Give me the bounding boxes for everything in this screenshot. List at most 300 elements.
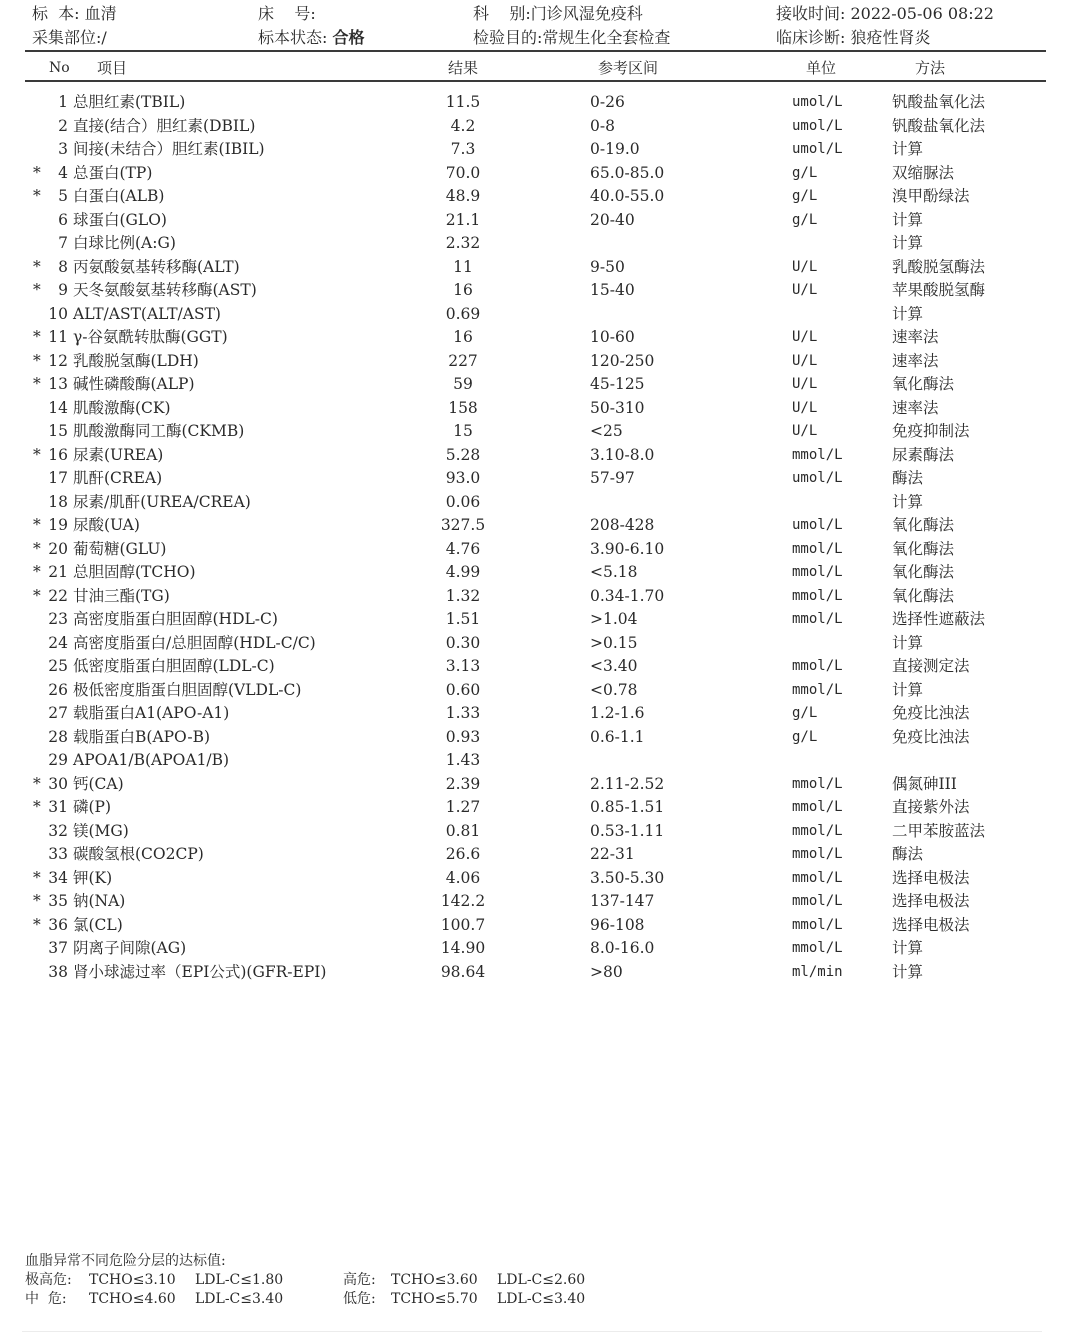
row-number: 27	[48, 704, 68, 722]
unit: g/L	[792, 188, 818, 204]
test-name: 葡萄糖(GLU)	[73, 539, 167, 558]
reference-range: <3.40	[590, 657, 638, 675]
bed-label: 床 号:	[258, 4, 316, 23]
test-name: 肌酸激酶同工酶(CKMB)	[73, 422, 245, 440]
reference-range: >80	[590, 962, 623, 981]
test-name: 总胆红素(TBIL)	[73, 93, 186, 111]
diagnosis-value: 狼疮性肾炎	[850, 28, 931, 47]
table-row	[0, 233, 1080, 257]
table-row	[0, 844, 1080, 868]
reference-range: 120-250	[590, 351, 655, 370]
test-result: 0.60	[445, 680, 481, 699]
row-number: 16	[48, 445, 68, 464]
unit: umol/L	[792, 517, 843, 533]
table-row	[0, 915, 1080, 939]
method: 钒酸盐氧化法	[892, 93, 986, 111]
test-name: 总蛋白(TP)	[73, 163, 153, 182]
test-result: 1.27	[445, 798, 481, 816]
test-result: 98.64	[440, 962, 486, 981]
reference-range: 0.6-1.1	[590, 727, 645, 746]
method: 免疫比浊法	[892, 727, 970, 746]
test-result: 1.33	[445, 704, 481, 722]
moderate-label: 中 危:	[25, 1291, 67, 1307]
high-ldl: LDL-C≤2.60	[497, 1272, 586, 1288]
reference-range: 0.34-1.70	[590, 586, 665, 605]
row-number: 17	[48, 469, 68, 487]
method: 酶法	[892, 469, 924, 487]
low-tcho: TCHO≤5.70	[391, 1291, 478, 1307]
column-header-result: 结果	[448, 59, 479, 77]
test-result: 4.2	[450, 116, 476, 135]
unit: U/L	[792, 376, 818, 392]
test-result: 14.90	[440, 939, 486, 957]
table-row	[0, 703, 1080, 727]
receive-time-label: 接收时间:	[776, 4, 846, 23]
row-number: 23	[48, 610, 68, 628]
test-result: 59	[453, 375, 473, 393]
unit: mmol/L	[792, 799, 843, 815]
table-row	[0, 374, 1080, 398]
test-result: 4.99	[445, 563, 481, 581]
method: 直接测定法	[892, 657, 970, 675]
unit: g/L	[792, 728, 818, 745]
row-number: 4	[58, 163, 68, 182]
unit: U/L	[792, 423, 818, 439]
results-table	[0, 92, 1080, 985]
test-name: 低密度脂蛋白胆固醇(LDL-C)	[73, 657, 275, 675]
reference-range: 0.85-1.51	[590, 798, 665, 816]
unit: umol/L	[792, 141, 843, 157]
row-number: 32	[48, 821, 68, 840]
method: 计算	[892, 492, 924, 511]
test-name: 钾(K)	[73, 868, 113, 887]
specimen-label: 标 本:	[32, 4, 80, 23]
table-row	[0, 938, 1080, 962]
test-result: 227	[448, 351, 478, 370]
test-name: 肾小球滤过率（EPI公式)(GFR-EPI)	[73, 962, 327, 981]
column-header-divider	[25, 80, 1046, 82]
test-result: 7.3	[450, 140, 476, 158]
unit: g/L	[792, 705, 818, 721]
method: 偶氮砷III	[892, 774, 957, 793]
method: 选择电极法	[892, 892, 970, 910]
row-number: 31	[48, 798, 68, 816]
method: 选择电极法	[892, 868, 970, 887]
page-bottom-divider	[22, 1331, 1042, 1332]
method: 溴甲酚绿法	[892, 187, 970, 205]
low-label: 低危:	[343, 1291, 376, 1307]
test-purpose-label: 检验目的:	[473, 28, 543, 47]
table-row	[0, 327, 1080, 351]
test-name: 钙(CA)	[73, 774, 124, 793]
test-result: 1.51	[445, 610, 481, 628]
reference-range: 22-31	[590, 845, 635, 863]
table-row	[0, 92, 1080, 116]
reference-range: 1.2-1.6	[590, 704, 645, 722]
abnormal-flag: *	[33, 375, 41, 393]
test-result: 11.5	[445, 93, 481, 111]
abnormal-flag: *	[33, 257, 41, 276]
test-result: 0.69	[445, 304, 481, 323]
unit: U/L	[792, 258, 818, 275]
test-result: 327.5	[440, 516, 486, 534]
row-number: 25	[48, 657, 68, 675]
method: 氧化酶法	[892, 516, 955, 534]
row-number: 9	[58, 281, 68, 299]
row-number: 24	[48, 633, 68, 652]
header-diagnosis	[776, 28, 931, 48]
header-divider	[25, 50, 1046, 52]
reference-range: <5.18	[590, 563, 638, 581]
row-number: 36	[48, 915, 68, 934]
collection-site-value: /	[101, 28, 107, 47]
method: 速率法	[892, 351, 939, 370]
test-name: 载脂蛋白A1(APO-A1)	[73, 704, 230, 722]
test-name: 碱性磷酸酶(ALP)	[73, 375, 195, 393]
reference-range: >1.04	[590, 610, 638, 628]
method: 氧化酶法	[892, 539, 955, 558]
test-result: 0.81	[445, 821, 481, 840]
table-row	[0, 797, 1080, 821]
test-name: 碳酸氢根(CO2CP)	[73, 845, 204, 863]
test-name: 天冬氨酸氨基转移酶(AST)	[73, 281, 257, 299]
method: 氧化酶法	[892, 375, 955, 393]
receive-time-value: 2022-05-06 08:22	[850, 4, 994, 23]
test-result: 11	[453, 257, 473, 276]
column-header-reference: 参考区间	[598, 59, 659, 77]
test-name: 直接(结合）胆红素(DBIL)	[73, 116, 256, 135]
test-result: 15	[453, 422, 473, 440]
test-result: 4.06	[445, 868, 481, 887]
unit: mmol/L	[792, 611, 843, 627]
reference-range: 45-125	[590, 375, 645, 393]
abnormal-flag: *	[33, 351, 41, 370]
test-name: 甘油三酯(TG)	[73, 586, 170, 605]
row-number: 19	[48, 516, 68, 534]
method: 计算	[892, 633, 924, 652]
reference-range: 3.90-6.10	[590, 539, 665, 558]
abnormal-flag: *	[33, 187, 41, 205]
reference-range: 9-50	[590, 257, 625, 276]
abnormal-flag: *	[33, 539, 41, 558]
method: 尿素酶法	[892, 445, 955, 464]
row-number: 18	[48, 492, 68, 511]
test-name: 高密度脂蛋白/总胆固醇(HDL-C/C)	[73, 633, 316, 652]
method: 选择性遮蔽法	[892, 610, 986, 628]
header-specimen	[32, 4, 117, 24]
unit: umol/L	[792, 470, 843, 486]
method: 免疫比浊法	[892, 704, 970, 722]
moderate-ldl: LDL-C≤3.40	[195, 1291, 284, 1307]
row-number: 15	[48, 422, 68, 440]
reference-range: 0-19.0	[590, 140, 640, 158]
test-name: 白蛋白(ALB)	[73, 187, 165, 205]
table-row	[0, 445, 1080, 469]
unit: ml/min	[792, 963, 843, 980]
table-row	[0, 163, 1080, 187]
table-row	[0, 280, 1080, 304]
abnormal-flag: *	[33, 586, 41, 605]
abnormal-flag: *	[33, 516, 41, 534]
test-name: 高密度脂蛋白胆固醇(HDL-C)	[73, 610, 278, 628]
table-row	[0, 304, 1080, 328]
method: 二甲苯胺蓝法	[892, 821, 986, 840]
table-row	[0, 398, 1080, 422]
test-name: 白球比例(A:G)	[73, 234, 176, 252]
row-number: 26	[48, 680, 68, 699]
abnormal-flag: *	[33, 915, 41, 934]
header-test-purpose	[473, 28, 670, 48]
method: 速率法	[892, 398, 939, 417]
abnormal-flag: *	[33, 774, 41, 793]
method: 计算	[892, 304, 924, 323]
reference-range: 50-310	[590, 398, 645, 417]
row-number: 3	[58, 140, 68, 158]
row-number: 35	[48, 892, 68, 910]
very-high-ldl: LDL-C≤1.80	[195, 1272, 284, 1288]
method: 速率法	[892, 328, 939, 346]
method: 计算	[892, 939, 924, 957]
reference-range: 0.53-1.11	[590, 821, 665, 840]
unit: U/L	[792, 352, 818, 369]
method: 直接紫外法	[892, 798, 970, 816]
unit: mmol/L	[792, 564, 843, 580]
very-high-label: 极高危:	[25, 1272, 72, 1288]
reference-range: 65.0-85.0	[590, 163, 665, 182]
test-name: 球蛋白(GLO)	[73, 210, 167, 229]
reference-range: 57-97	[590, 469, 635, 487]
row-number: 38	[48, 962, 68, 981]
test-name: 镁(MG)	[73, 821, 129, 840]
test-result: 0.93	[445, 727, 481, 746]
method: 免疫抑制法	[892, 422, 970, 440]
row-number: 10	[48, 304, 68, 323]
test-result: 1.43	[445, 751, 481, 769]
unit: mmol/L	[792, 658, 843, 674]
table-row	[0, 750, 1080, 774]
table-row	[0, 186, 1080, 210]
test-name: 间接(未结合）胆红素(IBIL)	[73, 140, 265, 158]
table-row	[0, 656, 1080, 680]
test-name: 尿素/肌酐(UREA/CREA)	[73, 492, 251, 511]
method: 计算	[892, 234, 924, 252]
method: 苹果酸脱氢酶	[892, 281, 986, 299]
column-header-item: 项目	[97, 59, 128, 77]
row-number: 12	[48, 351, 68, 370]
row-number: 30	[48, 774, 68, 793]
row-number: 5	[58, 187, 68, 205]
method: 氧化酶法	[892, 586, 955, 605]
method: 双缩脲法	[892, 163, 955, 182]
test-result: 70.0	[445, 163, 481, 182]
row-number: 34	[48, 868, 68, 887]
low-ldl: LDL-C≤3.40	[497, 1291, 586, 1307]
method: 计算	[892, 962, 924, 981]
row-number: 14	[48, 398, 68, 417]
reference-range: 3.10-8.0	[590, 445, 655, 464]
unit: U/L	[792, 329, 818, 345]
method: 计算	[892, 680, 924, 699]
unit: umol/L	[792, 117, 843, 134]
table-row	[0, 116, 1080, 140]
specimen-value: 血清	[84, 4, 117, 23]
header-receive-time	[776, 4, 994, 24]
test-name: 钠(NA)	[73, 892, 126, 910]
unit: U/L	[792, 282, 818, 298]
header-bed	[258, 4, 316, 24]
reference-range: 208-428	[590, 516, 655, 534]
lipid-target-very-high	[25, 1271, 645, 1290]
row-number: 2	[58, 116, 68, 135]
test-result: 4.76	[445, 539, 481, 558]
unit: mmol/L	[792, 775, 843, 792]
table-row	[0, 210, 1080, 234]
column-header-method: 方法	[915, 59, 946, 77]
abnormal-flag: *	[33, 563, 41, 581]
method: 计算	[892, 140, 924, 158]
reference-range: 0-8	[590, 116, 615, 135]
reference-range: 8.0-16.0	[590, 939, 655, 957]
table-row	[0, 586, 1080, 610]
test-result: 100.7	[440, 915, 486, 934]
test-name: 磷(P)	[73, 798, 112, 816]
table-row	[0, 257, 1080, 281]
abnormal-flag: *	[33, 163, 41, 182]
test-name: 尿素(UREA)	[73, 445, 164, 464]
test-name: 极低密度脂蛋白胆固醇(VLDL-C)	[73, 680, 302, 699]
reference-range: <25	[590, 422, 623, 440]
method: 选择电极法	[892, 915, 970, 934]
test-result: 26.6	[445, 845, 481, 863]
method: 酶法	[892, 845, 924, 863]
reference-range: 96-108	[590, 915, 645, 934]
abnormal-flag: *	[33, 868, 41, 887]
test-name: APOA1/B(APOA1/B)	[73, 751, 230, 769]
test-result: 3.13	[445, 657, 481, 675]
test-purpose-value: 常规生化全套检查	[542, 28, 671, 47]
test-result: 142.2	[440, 892, 486, 910]
lipid-target-moderate	[25, 1290, 645, 1309]
test-name: 肌酐(CREA)	[73, 469, 163, 487]
reference-range: <0.78	[590, 680, 638, 699]
department-value: 门诊风湿免疫科	[530, 4, 643, 23]
test-result: 1.32	[445, 586, 481, 605]
test-name: 氯(CL)	[73, 915, 123, 934]
test-name: 总胆固醇(TCHO)	[73, 563, 196, 581]
moderate-tcho: TCHO≤4.60	[89, 1291, 176, 1307]
high-tcho: TCHO≤3.60	[391, 1272, 478, 1288]
reference-range: 15-40	[590, 281, 635, 299]
unit: mmol/L	[792, 940, 843, 956]
test-name: 阴离子间隙(AG)	[73, 939, 187, 957]
row-number: 20	[48, 539, 68, 558]
unit: mmol/L	[792, 846, 843, 862]
method: 乳酸脱氢酶法	[892, 257, 986, 276]
test-result: 2.32	[445, 234, 481, 252]
table-row	[0, 351, 1080, 375]
reference-range: 40.0-55.0	[590, 187, 665, 205]
table-row	[0, 421, 1080, 445]
test-name: 乳酸脱氢酶(LDH)	[73, 351, 199, 370]
test-name: 丙氨酸氨基转移酶(ALT)	[73, 257, 240, 276]
row-number: 7	[58, 234, 68, 252]
table-row	[0, 774, 1080, 798]
reference-range: 137-147	[590, 892, 655, 910]
header-department	[473, 4, 643, 24]
test-name: 肌酸激酶(CK)	[73, 398, 171, 417]
row-number: 13	[48, 375, 68, 393]
department-label: 科 别:	[473, 4, 531, 23]
table-row	[0, 539, 1080, 563]
high-label: 高危:	[343, 1272, 376, 1288]
abnormal-flag: *	[33, 445, 41, 464]
test-result: 2.39	[445, 774, 481, 793]
test-result: 21.1	[445, 210, 481, 229]
test-result: 48.9	[445, 187, 481, 205]
table-row	[0, 609, 1080, 633]
specimen-status-value: 合格	[332, 28, 365, 47]
reference-range: 2.11-2.52	[590, 774, 665, 793]
row-number: 33	[48, 845, 68, 863]
row-number: 1	[58, 93, 68, 111]
row-number: 8	[58, 257, 68, 276]
test-result: 0.06	[445, 492, 481, 511]
table-row	[0, 562, 1080, 586]
unit: mmol/L	[792, 540, 843, 557]
method: 氧化酶法	[892, 563, 955, 581]
column-header-no: No	[49, 60, 70, 76]
table-row	[0, 680, 1080, 704]
row-number: 28	[48, 727, 68, 746]
unit: mmol/L	[792, 869, 843, 886]
row-number: 37	[48, 939, 68, 957]
unit: g/L	[792, 211, 818, 228]
column-header-unit: 单位	[806, 59, 837, 77]
unit: mmol/L	[792, 446, 843, 463]
table-row	[0, 492, 1080, 516]
test-result: 158	[448, 398, 478, 417]
row-number: 11	[48, 328, 68, 346]
unit: g/L	[792, 164, 818, 181]
reference-range: 3.50-5.30	[590, 868, 665, 887]
unit: U/L	[792, 399, 818, 416]
collection-site-label: 采集部位:	[32, 28, 102, 47]
table-row	[0, 468, 1080, 492]
abnormal-flag: *	[33, 892, 41, 910]
table-row	[0, 821, 1080, 845]
unit: mmol/L	[792, 681, 843, 698]
reference-range: 0-26	[590, 93, 625, 111]
abnormal-flag: *	[33, 281, 41, 299]
test-name: 尿酸(UA)	[73, 516, 140, 534]
header-specimen-status	[258, 28, 365, 48]
test-result: 16	[453, 281, 473, 299]
test-name: 载脂蛋白B(APO-B)	[73, 727, 211, 746]
reference-range: 20-40	[590, 210, 635, 229]
table-row	[0, 727, 1080, 751]
table-row	[0, 868, 1080, 892]
test-result: 16	[453, 328, 473, 346]
abnormal-flag: *	[33, 798, 41, 816]
diagnosis-label: 临床诊断:	[776, 28, 846, 47]
method: 钒酸盐氧化法	[892, 116, 986, 135]
table-row	[0, 515, 1080, 539]
abnormal-flag: *	[33, 328, 41, 346]
table-row	[0, 633, 1080, 657]
specimen-status-label: 标本状态:	[258, 28, 328, 47]
reference-range: 10-60	[590, 328, 635, 346]
lipid-targets-title: 血脂异常不同危险分层的达标值:	[25, 1253, 226, 1269]
